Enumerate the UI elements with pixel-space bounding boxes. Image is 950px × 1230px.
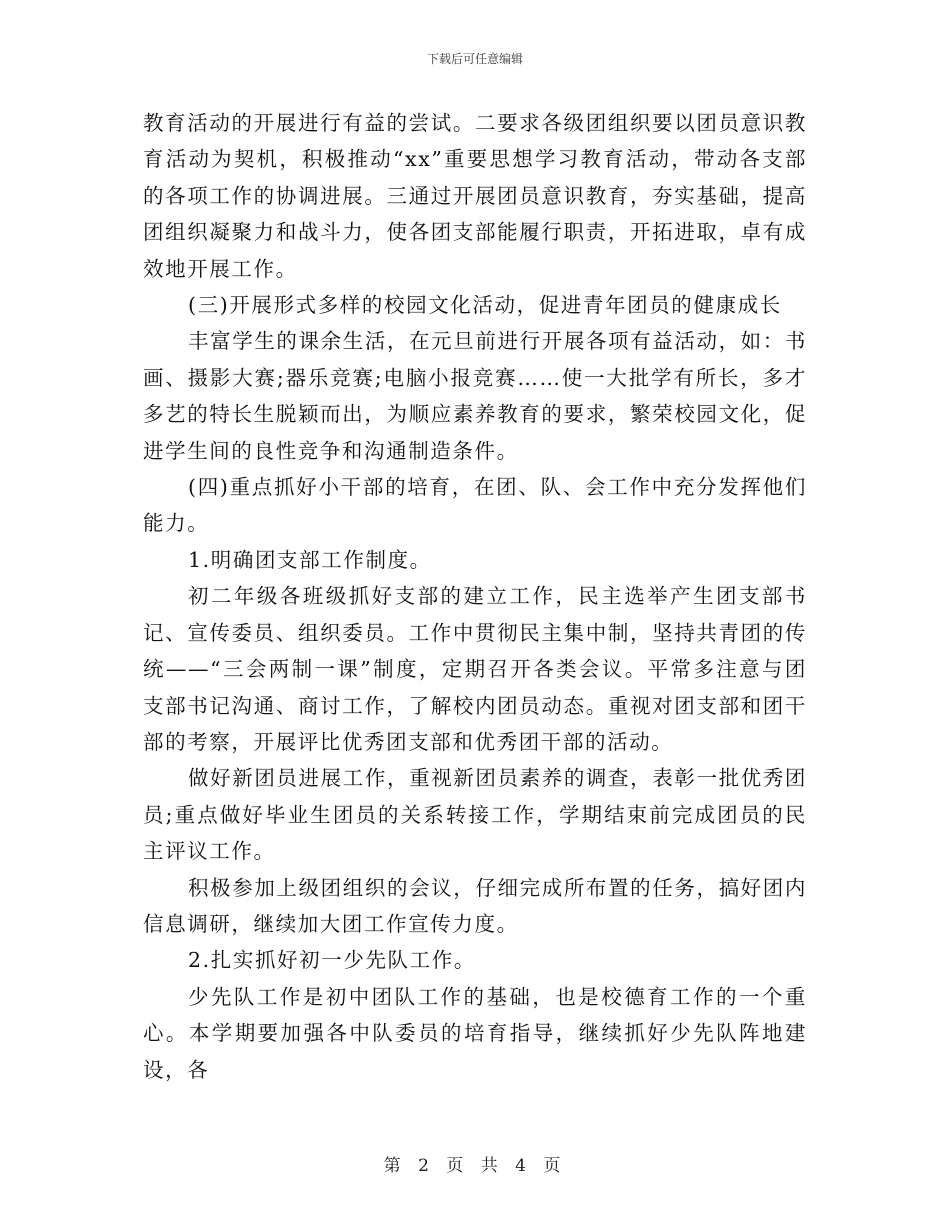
paragraph: 丰富学生的课余生活，在元旦前进行开展各项有益活动，如：书画、摄影大赛;器乐竞赛;电脑小报竞赛……使一大批学有所长，多才多艺的特长生脱颖而出，为顺应素养教育的要求，繁荣校园文化，促进学生间的良性竞争和沟通制造条件。	[143, 329, 807, 463]
paragraph: 做好新团员进展工作，重视新团员素养的调查，表彰一批优秀团员;重点做好毕业生团员的关系转接工作，学期结束前完成团员的民主评议工作。	[143, 766, 807, 864]
page-header: 下载后可任意编辑	[426, 52, 523, 66]
page-number: 第 2 页 共 4 页	[383, 1156, 567, 1176]
paragraph: 少先队工作是初中团队工作的基础，也是校德育工作的一个重心。本学期要加强各中队委员的培育指导，继续抓好少先队阵地建设，各	[143, 984, 807, 1082]
document-body	[143, 105, 807, 1088]
paragraph: 初二年级各班级抓好支部的建立工作，民主选举产生团支部书记、宣传委员、组织委员。工作中贯彻民主集中制，坚持共青团的传统——“三会两制一课”制度，定期召开各类会议。平常多注意与团支部书记沟通、商讨工作，了解校内团员动态。重视对团支部和团干部的考察，开展评比优秀团支部和优秀团干部的活动。	[143, 584, 807, 754]
section-heading: (三)开展形式多样的校园文化活动，促进青年团员的健康成长	[188, 293, 782, 318]
subsection-heading: 1.明确团支部工作制度。	[188, 547, 432, 572]
subsection-heading: 2.扎实抓好初一少先队工作。	[188, 948, 476, 973]
paragraph: 教育活动的开展进行有益的尝试。二要求各级团组织要以团员意识教育活动为契机，积极推动“xx”重要思想学习教育活动，带动各支部的各项工作的协调进展。三通过开展团员意识教育，夯实基础，提高团组织凝聚力和战斗力，使各团支部能履行职责，开拓进取，卓有成效地开展工作。	[143, 111, 807, 281]
section-heading: (四)重点抓好小干部的培育，在团、队、会工作中充分发挥他们能力。	[143, 475, 807, 536]
paragraph: 积极参加上级团组织的会议，仔细完成所布置的任务，搞好团内信息调研，继续加大团工作宣传力度。	[143, 875, 807, 936]
